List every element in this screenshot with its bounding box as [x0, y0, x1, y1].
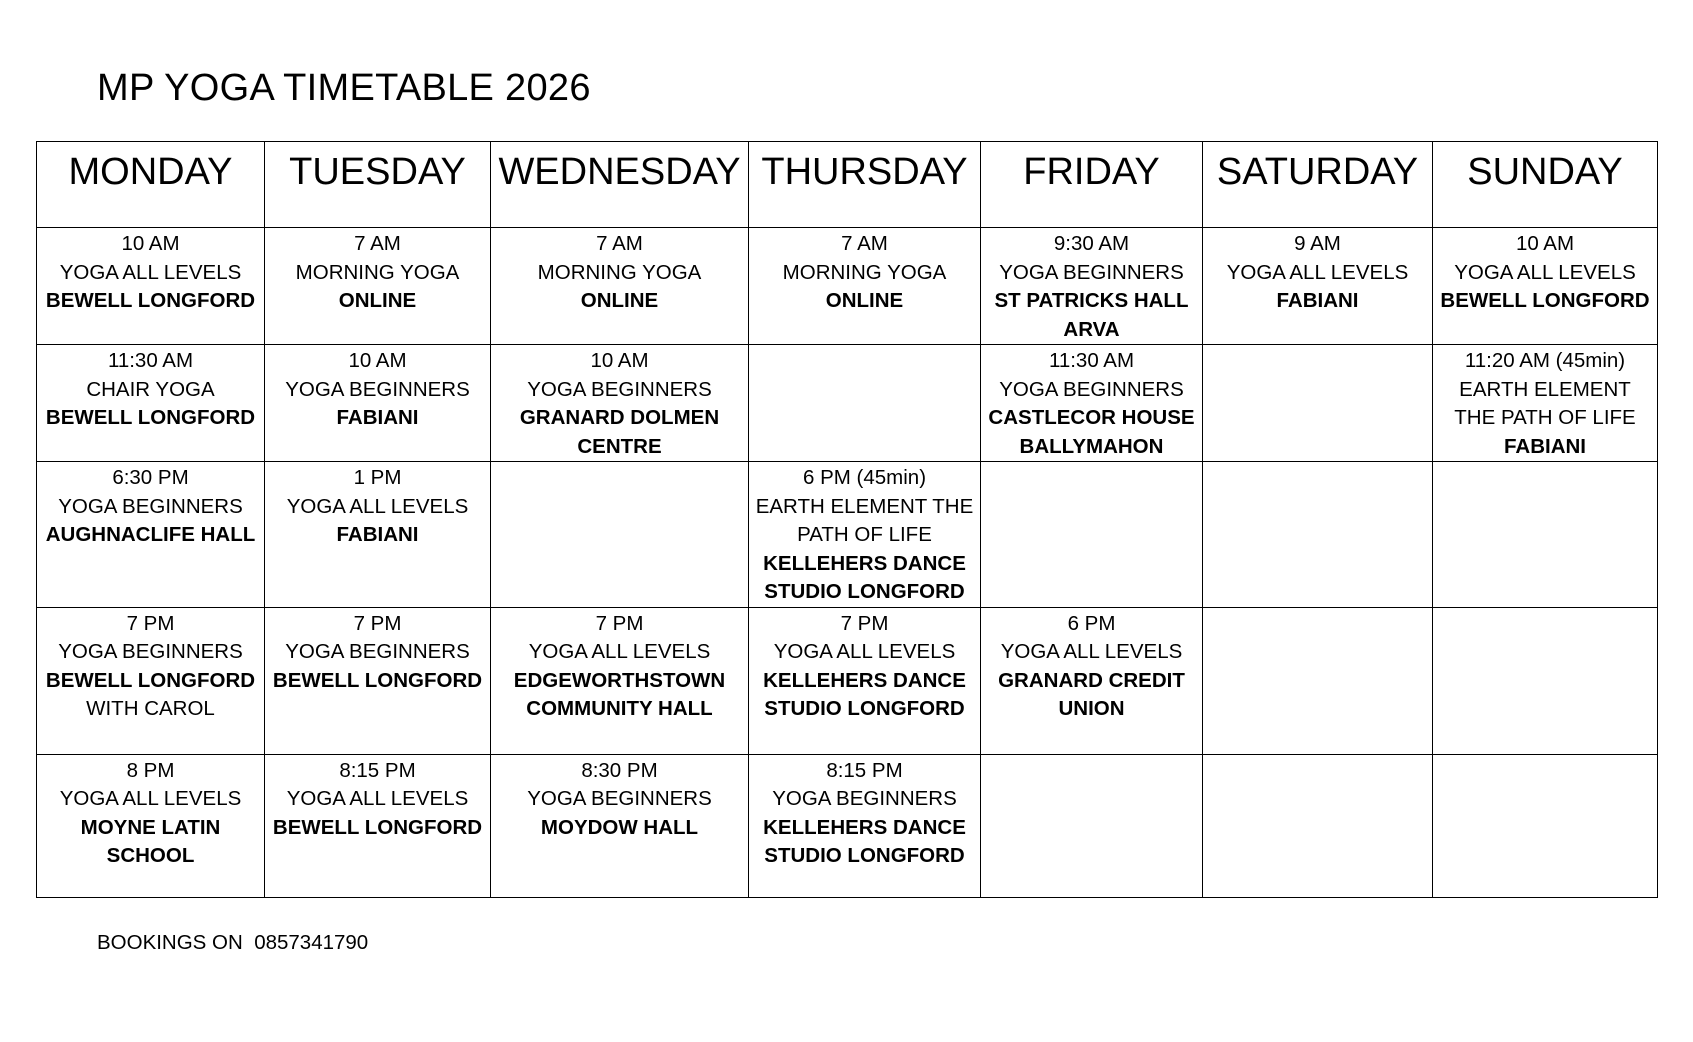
class-cell-thursday: [749, 345, 981, 462]
class-cell-monday: [37, 345, 265, 462]
class-venue: BEWELL LONGFORD: [272, 815, 483, 839]
class-time: 7 PM: [353, 611, 402, 635]
class-venue: MOYNE LATIN SCHOOL: [80, 815, 221, 867]
class-time: 6 PM (45min): [802, 466, 927, 489]
class-cell-monday: [37, 754, 265, 897]
class-name: YOGA BEGINNERS: [285, 377, 470, 401]
class-cell-tuesday: [265, 607, 491, 754]
class-name: YOGA ALL LEVELS: [773, 640, 956, 663]
timetable-row: [37, 462, 1658, 608]
class-time: 7 PM: [595, 611, 644, 635]
class-cell-thursday: [749, 754, 981, 897]
class-cell-sunday: [1433, 754, 1658, 897]
class-venue: GRANARD CREDIT UNION: [998, 668, 1185, 720]
class-cell-sunday: [1433, 345, 1658, 462]
class-cell-monday: [37, 607, 265, 754]
class-venue: ONLINE: [825, 289, 904, 312]
class-time: 9:30 AM: [1053, 232, 1130, 255]
day-header-thursday: THURSDAY: [749, 142, 981, 228]
class-cell-friday: [981, 462, 1203, 608]
class-time: 6:30 PM: [112, 466, 189, 489]
class-note: WITH CAROL: [86, 697, 215, 720]
day-header-sunday: SUNDAY: [1433, 142, 1658, 228]
class-venue: FABIANI: [1504, 434, 1586, 458]
class-venue: BEWELL LONGFORD: [45, 289, 256, 312]
class-time: 8:15 PM: [826, 758, 903, 782]
class-name: YOGA ALL LEVELS: [1454, 260, 1636, 284]
class-cell-wednesday: [491, 754, 749, 897]
day-header-wednesday: WEDNESDAY: [491, 142, 749, 228]
class-time: 8:15 PM: [339, 758, 416, 782]
class-time: 1 PM: [353, 466, 402, 489]
day-header-tuesday: TUESDAY: [265, 142, 491, 228]
class-name: YOGA BEGINNERS: [527, 377, 712, 401]
day-header-monday: MONDAY: [37, 142, 265, 228]
class-time: 11:30 AM: [1048, 349, 1135, 372]
class-venue: FABIANI: [1276, 289, 1359, 312]
class-cell-sunday: [1433, 228, 1658, 345]
class-cell-tuesday: [265, 754, 491, 897]
class-cell-tuesday: [265, 228, 491, 345]
class-name: YOGA BEGINNERS: [999, 377, 1184, 401]
class-venue: AUGHNACLIFE HALL: [45, 523, 256, 546]
class-name: YOGA ALL LEVELS: [286, 787, 469, 810]
class-time: 11:30 AM: [107, 349, 194, 372]
class-time: 7 AM: [841, 232, 888, 255]
timetable: [36, 141, 1658, 898]
class-name: YOGA ALL LEVELS: [1000, 640, 1183, 663]
class-cell-thursday: [749, 228, 981, 345]
timetable-row: [37, 607, 1658, 754]
class-name: YOGA ALL LEVELS: [59, 260, 242, 284]
class-name: YOGA ALL LEVELS: [528, 640, 711, 663]
class-cell-thursday: [749, 462, 981, 608]
class-cell-friday: [981, 754, 1203, 897]
class-time: 10 AM: [121, 232, 180, 255]
class-venue: MOYDOW HALL: [540, 815, 699, 839]
class-name: MORNING YOGA: [295, 260, 460, 284]
day-header-saturday: SATURDAY: [1203, 142, 1433, 228]
class-cell-saturday: [1203, 462, 1433, 608]
class-venue: BEWELL LONGFORD: [45, 406, 256, 429]
class-time: 11:20 AM (45min): [1464, 349, 1626, 372]
timetable-body: [37, 228, 1658, 898]
class-time: 9 AM: [1294, 232, 1341, 255]
day-header-friday: FRIDAY: [981, 142, 1203, 228]
class-cell-sunday: [1433, 607, 1658, 754]
class-time: 6 PM: [1067, 611, 1116, 635]
class-name: EARTH ELEMENT THE PATH OF LIFE: [755, 494, 974, 546]
class-name: YOGA BEGINNERS: [58, 640, 243, 663]
class-cell-saturday: [1203, 228, 1433, 345]
class-cell-sunday: [1433, 462, 1658, 608]
class-name: CHAIR YOGA: [86, 377, 215, 401]
class-name: YOGA BEGINNERS: [527, 787, 712, 810]
class-venue: BEWELL LONGFORD: [272, 668, 483, 692]
class-cell-saturday: [1203, 345, 1433, 462]
class-venue: BEWELL LONGFORD: [1440, 289, 1650, 312]
timetable-row: [37, 228, 1658, 345]
class-venue: KELLEHERS DANCE STUDIO LONGFORD: [763, 551, 966, 603]
class-time: 7 PM: [840, 611, 889, 635]
page-title: MP YOGA TIMETABLE 2026: [97, 67, 591, 109]
class-cell-tuesday: [265, 345, 491, 462]
class-venue: ONLINE: [580, 289, 659, 312]
class-name: YOGA BEGINNERS: [772, 787, 957, 810]
class-name: YOGA BEGINNERS: [285, 640, 470, 663]
class-venue: KELLEHERS DANCE STUDIO LONGFORD: [763, 815, 966, 867]
class-time: 8:30 PM: [581, 758, 658, 782]
class-venue: FABIANI: [336, 523, 419, 546]
class-cell-wednesday: [491, 228, 749, 345]
class-cell-saturday: [1203, 754, 1433, 897]
class-cell-monday: [37, 228, 265, 345]
class-name: YOGA ALL LEVELS: [1226, 260, 1409, 284]
class-cell-monday: [37, 462, 265, 608]
class-time: 7 AM: [354, 232, 401, 255]
class-name: MORNING YOGA: [782, 260, 947, 284]
class-time: 7 AM: [596, 232, 643, 255]
class-name: MORNING YOGA: [537, 260, 702, 284]
class-venue: FABIANI: [336, 406, 419, 429]
class-time: 10 AM: [590, 349, 649, 372]
class-name: YOGA ALL LEVELS: [286, 494, 469, 518]
class-venue: ST PATRICKS HALL ARVA: [994, 289, 1189, 341]
class-venue: EDGEWORTHSTOWN COMMUNITY HALL: [513, 668, 726, 720]
class-name: YOGA ALL LEVELS: [59, 787, 242, 810]
class-venue: CASTLECOR HOUSE BALLYMAHON: [988, 406, 1195, 458]
class-cell-friday: [981, 345, 1203, 462]
class-cell-wednesday: [491, 607, 749, 754]
bookings-note: BOOKINGS ON 0857341790: [97, 931, 369, 954]
class-venue: ONLINE: [338, 289, 417, 312]
class-cell-friday: [981, 228, 1203, 345]
class-cell-saturday: [1203, 607, 1433, 754]
class-cell-wednesday: [491, 345, 749, 462]
class-name: EARTH ELEMENT THE PATH OF LIFE: [1454, 377, 1636, 429]
class-cell-wednesday: [491, 462, 749, 608]
class-cell-thursday: [749, 607, 981, 754]
day-header-row: [37, 142, 1658, 228]
timetable-row: [37, 754, 1658, 897]
class-venue: KELLEHERS DANCE STUDIO LONGFORD: [763, 668, 966, 720]
class-time: 10 AM: [348, 349, 407, 372]
class-name: YOGA BEGINNERS: [999, 260, 1184, 284]
class-time: 8 PM: [126, 758, 175, 782]
class-time: 7 PM: [126, 611, 175, 635]
timetable-row: [37, 345, 1658, 462]
class-cell-tuesday: [265, 462, 491, 608]
class-name: YOGA BEGINNERS: [58, 494, 243, 518]
class-venue: GRANARD DOLMEN CENTRE: [519, 406, 720, 458]
class-cell-friday: [981, 607, 1203, 754]
class-time: 10 AM: [1515, 232, 1575, 255]
class-venue: BEWELL LONGFORD: [45, 668, 256, 692]
